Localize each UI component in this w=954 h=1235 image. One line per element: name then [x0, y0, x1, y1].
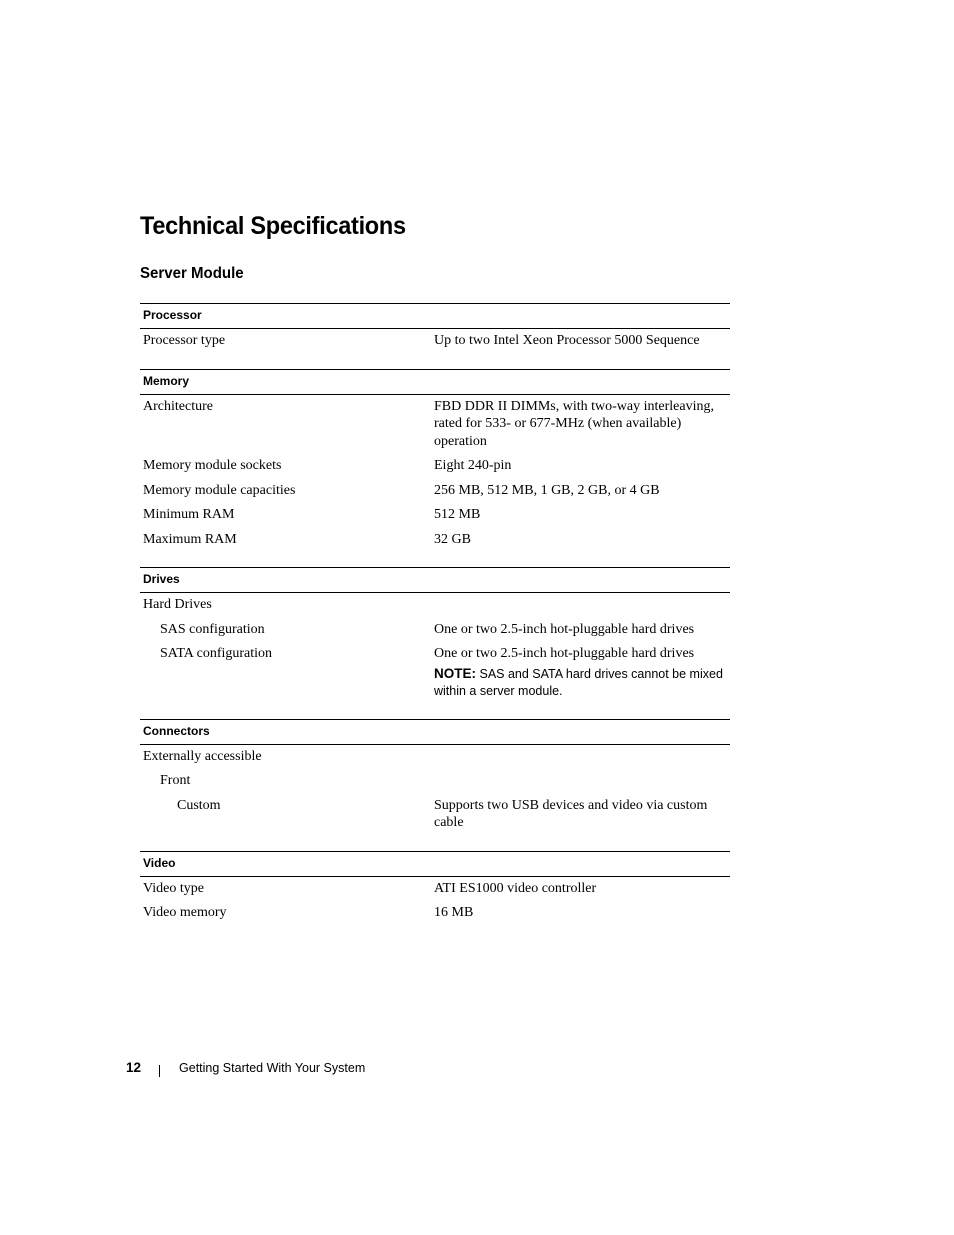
spec-row-memory-sockets: [140, 457, 730, 475]
group-header-processor: Processor: [140, 303, 730, 329]
footer-divider: [159, 1065, 160, 1077]
group-header-drives: Drives: [140, 567, 730, 593]
spec-value: [434, 772, 730, 790]
spec-group-connectors: [140, 719, 730, 832]
spec-label: Architecture: [143, 398, 213, 414]
spec-value: Supports two USB devices and video via custom cable: [434, 797, 708, 830]
spec-label: Video memory: [143, 905, 227, 920]
spec-label: SAS configuration: [160, 621, 265, 637]
spec-row-sas-configuration: [140, 621, 730, 639]
group-header-memory: Memory: [140, 369, 730, 395]
spec-value: FBD DDR II DIMMs, with two-way interleaving, rated for 533- or 677-MHz (when available) operation: [434, 398, 714, 449]
page-number: 12: [126, 1060, 142, 1075]
spec-row-externally-accessible: [140, 748, 730, 766]
spec-value: 16 MB: [434, 905, 474, 920]
spec-label: Maximum RAM: [143, 531, 237, 547]
spec-row-memory-capacities: [140, 482, 730, 500]
spec-value: Eight 240-pin: [434, 458, 512, 473]
spec-row-architecture: [140, 398, 730, 451]
spec-group-memory: [140, 369, 730, 549]
spec-label: Custom: [177, 797, 221, 813]
spec-value: ATI ES1000 video controller: [434, 880, 597, 896]
page-footer: [126, 1060, 365, 1075]
spec-group-video: [140, 851, 730, 922]
spec-value: [434, 596, 730, 614]
spec-group-drives: [140, 567, 730, 700]
group-header-connectors: Connectors: [140, 719, 730, 745]
spec-row-custom: [140, 797, 730, 832]
spec-label: Video type: [143, 880, 204, 896]
document-title: Getting Started With Your System: [179, 1060, 366, 1075]
spec-row-video-type: [140, 880, 730, 898]
note-label: NOTE:: [434, 665, 476, 681]
spec-label: SATA configuration: [160, 646, 273, 661]
spec-value: [434, 645, 730, 700]
note-text: SAS and SATA hard drives cannot be mixed within a server module.: [434, 666, 723, 698]
spec-row-hard-drives: [140, 596, 730, 614]
spec-label: Externally accessible: [143, 748, 262, 764]
spec-value: 512 MB: [434, 507, 481, 522]
group-header-video: Video: [140, 851, 730, 877]
spec-table: [140, 303, 730, 941]
spec-row-maximum-ram: [140, 531, 730, 549]
spec-value: 256 MB, 512 MB, 1 GB, 2 GB, or 4 GB: [434, 482, 660, 498]
spec-value: [434, 748, 730, 766]
section-title: Server Module: [140, 265, 244, 282]
spec-value: 32 GB: [434, 531, 471, 547]
spec-label: Memory module capacities: [143, 482, 296, 498]
spec-label: Minimum RAM: [143, 507, 235, 522]
spec-row-processor-type: [140, 332, 730, 350]
spec-row-minimum-ram: [140, 506, 730, 524]
spec-label: Front: [160, 773, 191, 788]
spec-label: Memory module sockets: [143, 458, 282, 473]
spec-row-front: [140, 772, 730, 790]
spec-row-video-memory: [140, 904, 730, 922]
note: [434, 665, 726, 700]
page-title: Technical Specifications: [140, 212, 406, 240]
spec-value: One or two 2.5-inch hot-pluggable hard drives: [434, 621, 695, 637]
spec-row-sata-configuration: [140, 645, 730, 700]
spec-group-processor: [140, 303, 730, 350]
spec-value-text: One or two 2.5-inch hot-pluggable hard drives: [434, 646, 695, 661]
spec-value: Up to two Intel Xeon Processor 5000 Sequence: [434, 333, 700, 348]
spec-label: Hard Drives: [143, 597, 212, 612]
spec-label: Processor type: [143, 333, 226, 348]
